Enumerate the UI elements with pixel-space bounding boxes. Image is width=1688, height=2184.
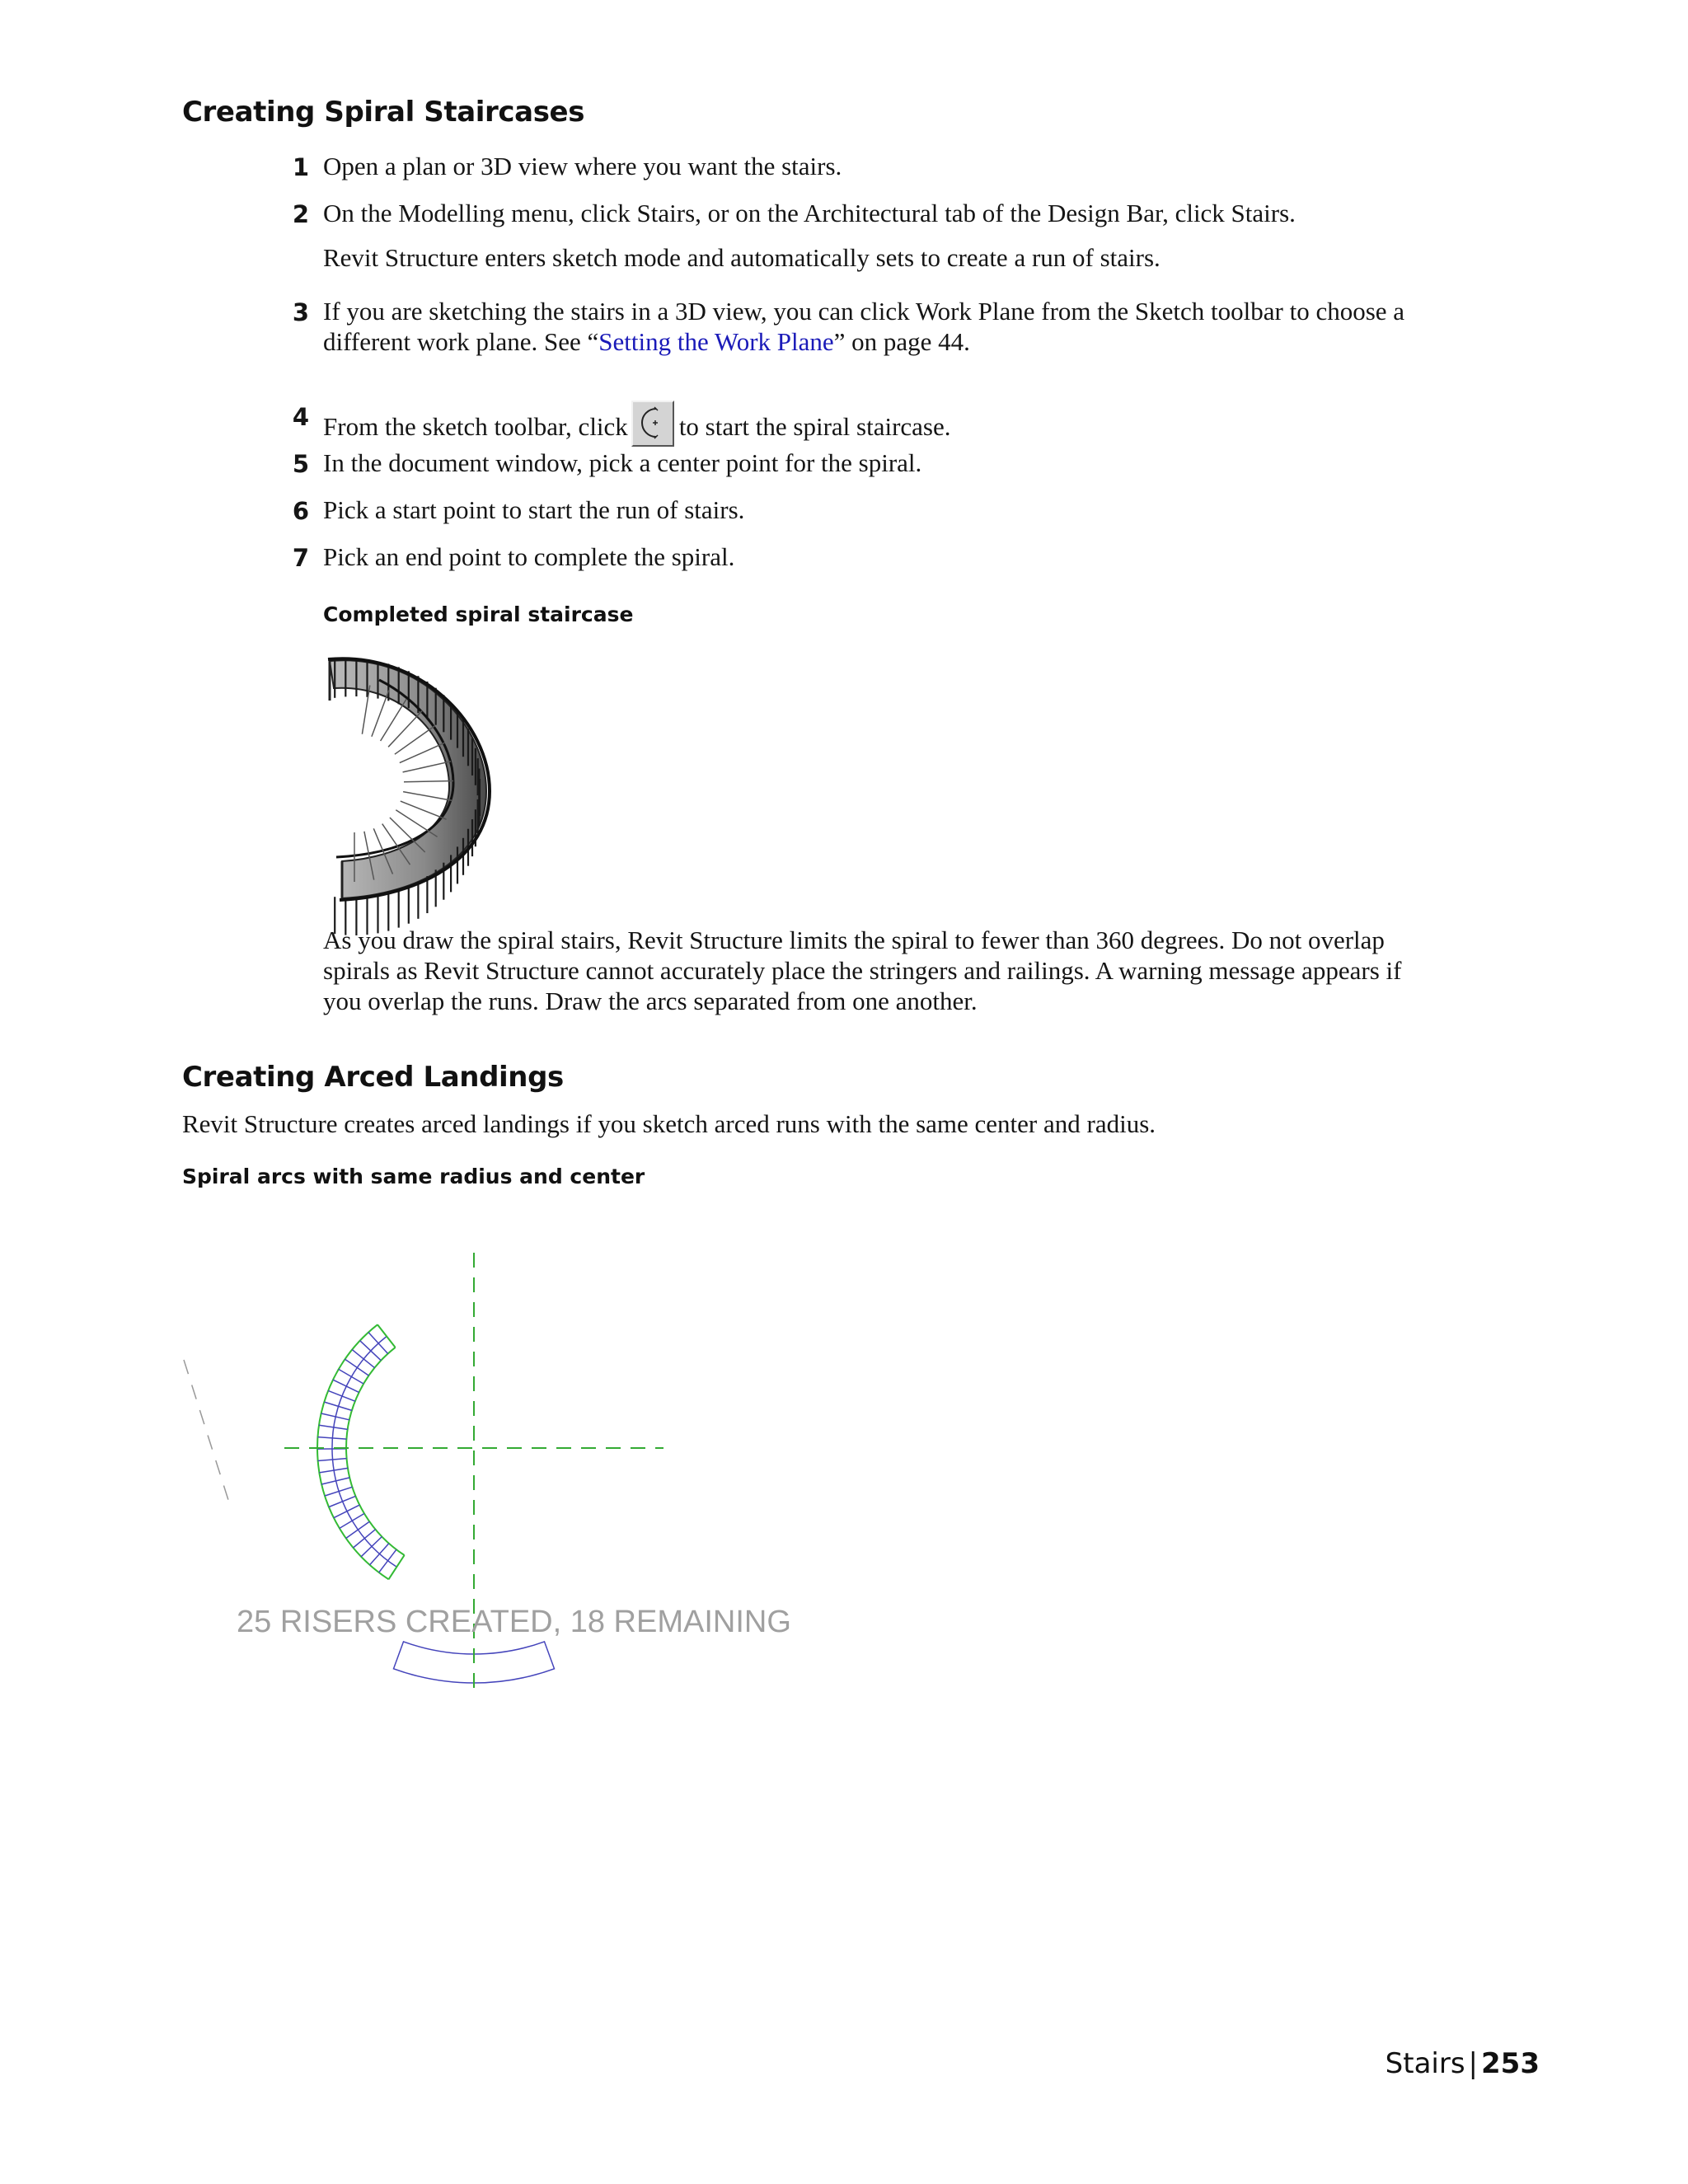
paragraph-line: As you draw the spiral stairs, Revit Structure limits the spiral to fewer than 360 degrees. Do not overlap [323,926,1385,954]
step-number: 7 [292,544,309,572]
step-text: Pick an end point to complete the spiral. [323,542,735,571]
arced-runs-sketch [177,1253,791,1714]
diagonal-guide-line [184,1360,228,1500]
riser-line [334,1505,359,1518]
step-text: From the sketch toolbar, click [323,412,628,441]
riser-line [345,1359,369,1376]
page-number: 253 [1481,2047,1540,2080]
stair-tread [372,691,389,737]
page-footer [1386,2047,1540,2080]
step-number: 4 [292,403,309,431]
step-text: Open a plan or 3D view where you want the stairs. [323,152,842,180]
riser-line [333,1380,359,1392]
riser-line [352,1350,374,1368]
step-text: Pick a start point to start the run of stairs. [323,495,745,524]
stair-tread [388,711,422,748]
paragraph-line: you overlap the runs. Draw the arcs separated from one another. [323,987,978,1015]
step-number: 3 [292,298,309,326]
riser-line [328,1390,355,1401]
run-end-line [377,1324,396,1347]
step-text: If you are sketching the stairs in a 3D view, you can click Work Plane from the Sketch toolbar to choose a [323,297,1405,326]
sketch-status-text: 25 RISERS CREATED, 18 REMAINING [237,1605,791,1639]
stair-tread [362,686,369,734]
figure-caption: Completed spiral staircase [323,602,634,626]
paragraph-line: spirals as Revit Structure cannot accurately place the stringers and railings. A warning message appears if [323,956,1402,985]
spiral-staircase-image [321,651,499,907]
figure-caption: Spiral arcs with same radius and center [182,1165,645,1188]
step-text-line2 [323,326,970,357]
step-text: ” on page 44. [833,327,970,356]
riser-line [346,1521,370,1538]
step-note: Revit Structure enters sketch mode and automatically sets to create a run of stairs. [323,243,1160,272]
arc-center-ends-icon [633,402,673,445]
stair-tread [403,792,452,801]
section-intro: Revit Structure creates arced landings if you sketch arced runs with the same center and radius. [182,1109,1156,1138]
riser-line [329,1496,355,1507]
stair-tread [381,699,407,741]
section-heading-spiral-staircases: Creating Spiral Staircases [182,96,585,129]
step-text: to start the spiral staircase. [678,412,951,441]
section-heading-arced-landings: Creating Arced Landings [182,1061,564,1094]
step-text: different work plane. See “ [323,327,599,356]
riser-line [339,1369,363,1384]
work-plane-link[interactable]: Setting the Work Plane [598,327,834,356]
step-text: In the document window, pick a center point for the spiral. [323,448,922,477]
step-number: 2 [292,200,309,228]
stair-tread [404,781,453,782]
spiral-stair-tool-button[interactable] [631,401,674,447]
step-number: 6 [292,497,309,525]
step-text-line [323,401,951,447]
spiral-paragraph [323,925,1401,1016]
step-number: 1 [292,153,309,181]
footer-separator: | [1468,2047,1479,2080]
riser-line [379,1549,396,1572]
riser-line [340,1514,364,1529]
footer-chapter-title: Stairs [1385,2047,1465,2080]
stair-tread [403,762,451,772]
riser-line [354,1530,376,1548]
run-end-line [389,1555,405,1579]
step-text: On the Modelling menu, click Stairs, or on the Architectural tab of the Design Bar, click Stairs. [323,199,1296,227]
step-number: 5 [292,450,309,478]
